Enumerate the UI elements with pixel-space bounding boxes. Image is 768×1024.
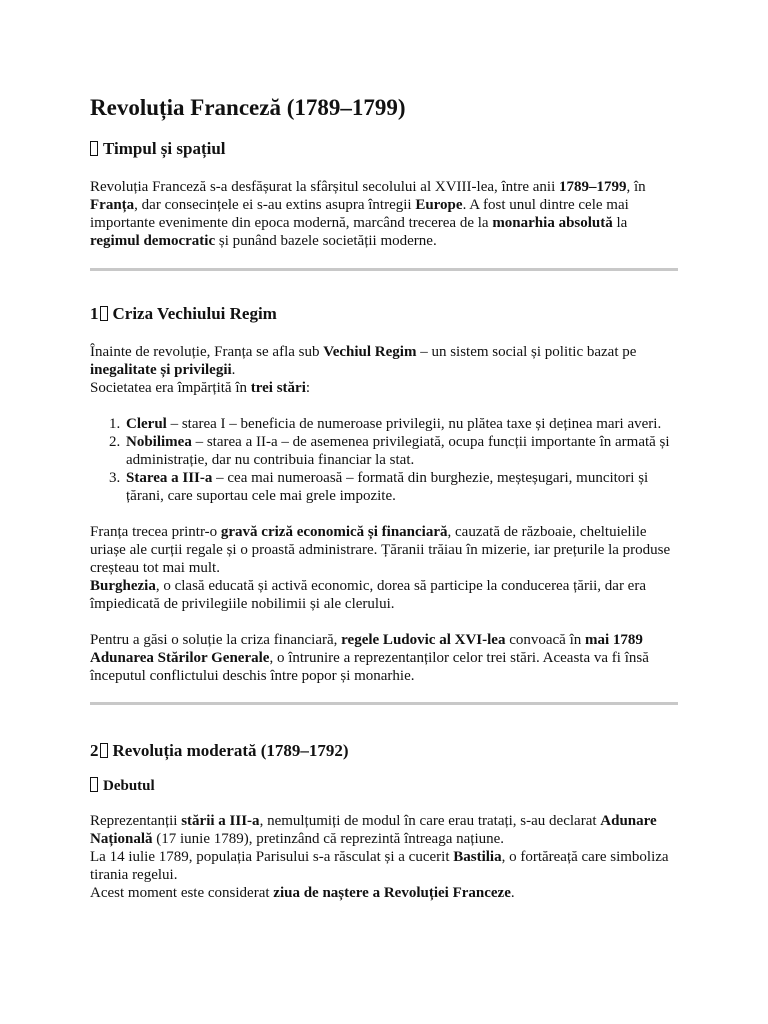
subheading-debut: Debutul xyxy=(90,776,678,796)
section-divider xyxy=(90,268,678,271)
section-heading-moderate-revolution: 2 Revoluția moderată (1789–1792) xyxy=(90,741,349,760)
estates-general-paragraph: Pentru a găsi o soluție la criza financiară, regele Ludovic al XVI-lea convoacă în mai 1789 Adunarea Stărilor Generale, o întrunire a reprezentanților celor trei stări. Aceasta va fi însă începutul conflictului deschis între popor și monarhie. xyxy=(90,632,649,684)
document-title: Revoluția Franceză (1789–1799) xyxy=(90,95,406,120)
estates-list xyxy=(90,415,678,505)
ancien-regime-paragraph: Înainte de revoluție, Franța se afla sub Vechiul Regim – un sistem social și politic bazat pe inegalitate și privilegii. Societatea era împărțită în trei stări: xyxy=(90,344,637,396)
section-heading-ancien-regime: 1 Criza Vechiului Regim xyxy=(90,304,277,323)
list-item: 3. Starea a III-a – cea mai numeroasă – formată din burghezie, meșteșugari, muncitori și țărani, care suportau cele mai grele impozite. xyxy=(124,469,678,505)
crisis-paragraph: Franța trecea printr-o gravă criză economică și financiară, cauzată de războaie, cheltuielile uriașe ale curții regale și o proastă administrare. Țăranii trăiau în mizerie, iar prețurile la produse creșteau tot mai mult. Burghezia, o clasă educată și activă economic, dorea să participe la conducerea țării, dar era împiedicată de privilegiile nobilimii și ale clerului. xyxy=(90,524,671,612)
intro-paragraph: Revoluția Franceză s-a desfășurat la sfârșitul secolului al XVIII-lea, între anii 1789–1799, în Franța, dar consecințele ei s-au extins asupra întregii Europe. A fost unul dintre cele mai importante evenimente din epoca modernă, marcând trecerea de la monarhia absolută la regimul democratic și punând bazele societății moderne. xyxy=(90,179,646,249)
debut-paragraph: Reprezentanții stării a III-a, nemulțumiți de modul în care erau tratați, s-au declarat Adunare Națională (17 iunie 1789), pretinzând că reprezintă întreaga națiune. La 14 iulie 1789, populația Parisului s-a răsculat și a cucerit Bastilia, o fortăreață care simboliza tirania regelui. Acest moment este considerat ziua de naștere a Revoluției Franceze. xyxy=(90,813,669,901)
missing-glyph-icon xyxy=(100,743,108,758)
list-item: 1. Clerul – starea I – beneficia de numeroase privilegii, nu plătea taxe și deținea mari averi. xyxy=(124,415,678,433)
list-item: 2. Nobilimea – starea a II-a – de asemenea privilegiată, ocupa funcții importante în armată și administrație, dar nu contribuia financiar la stat. xyxy=(124,433,678,469)
missing-glyph-icon xyxy=(90,777,98,792)
section-divider xyxy=(90,702,678,705)
section-heading-time-space: Timpul și spațiul xyxy=(90,138,678,160)
missing-glyph-icon xyxy=(90,141,98,156)
missing-glyph-icon xyxy=(100,306,108,321)
